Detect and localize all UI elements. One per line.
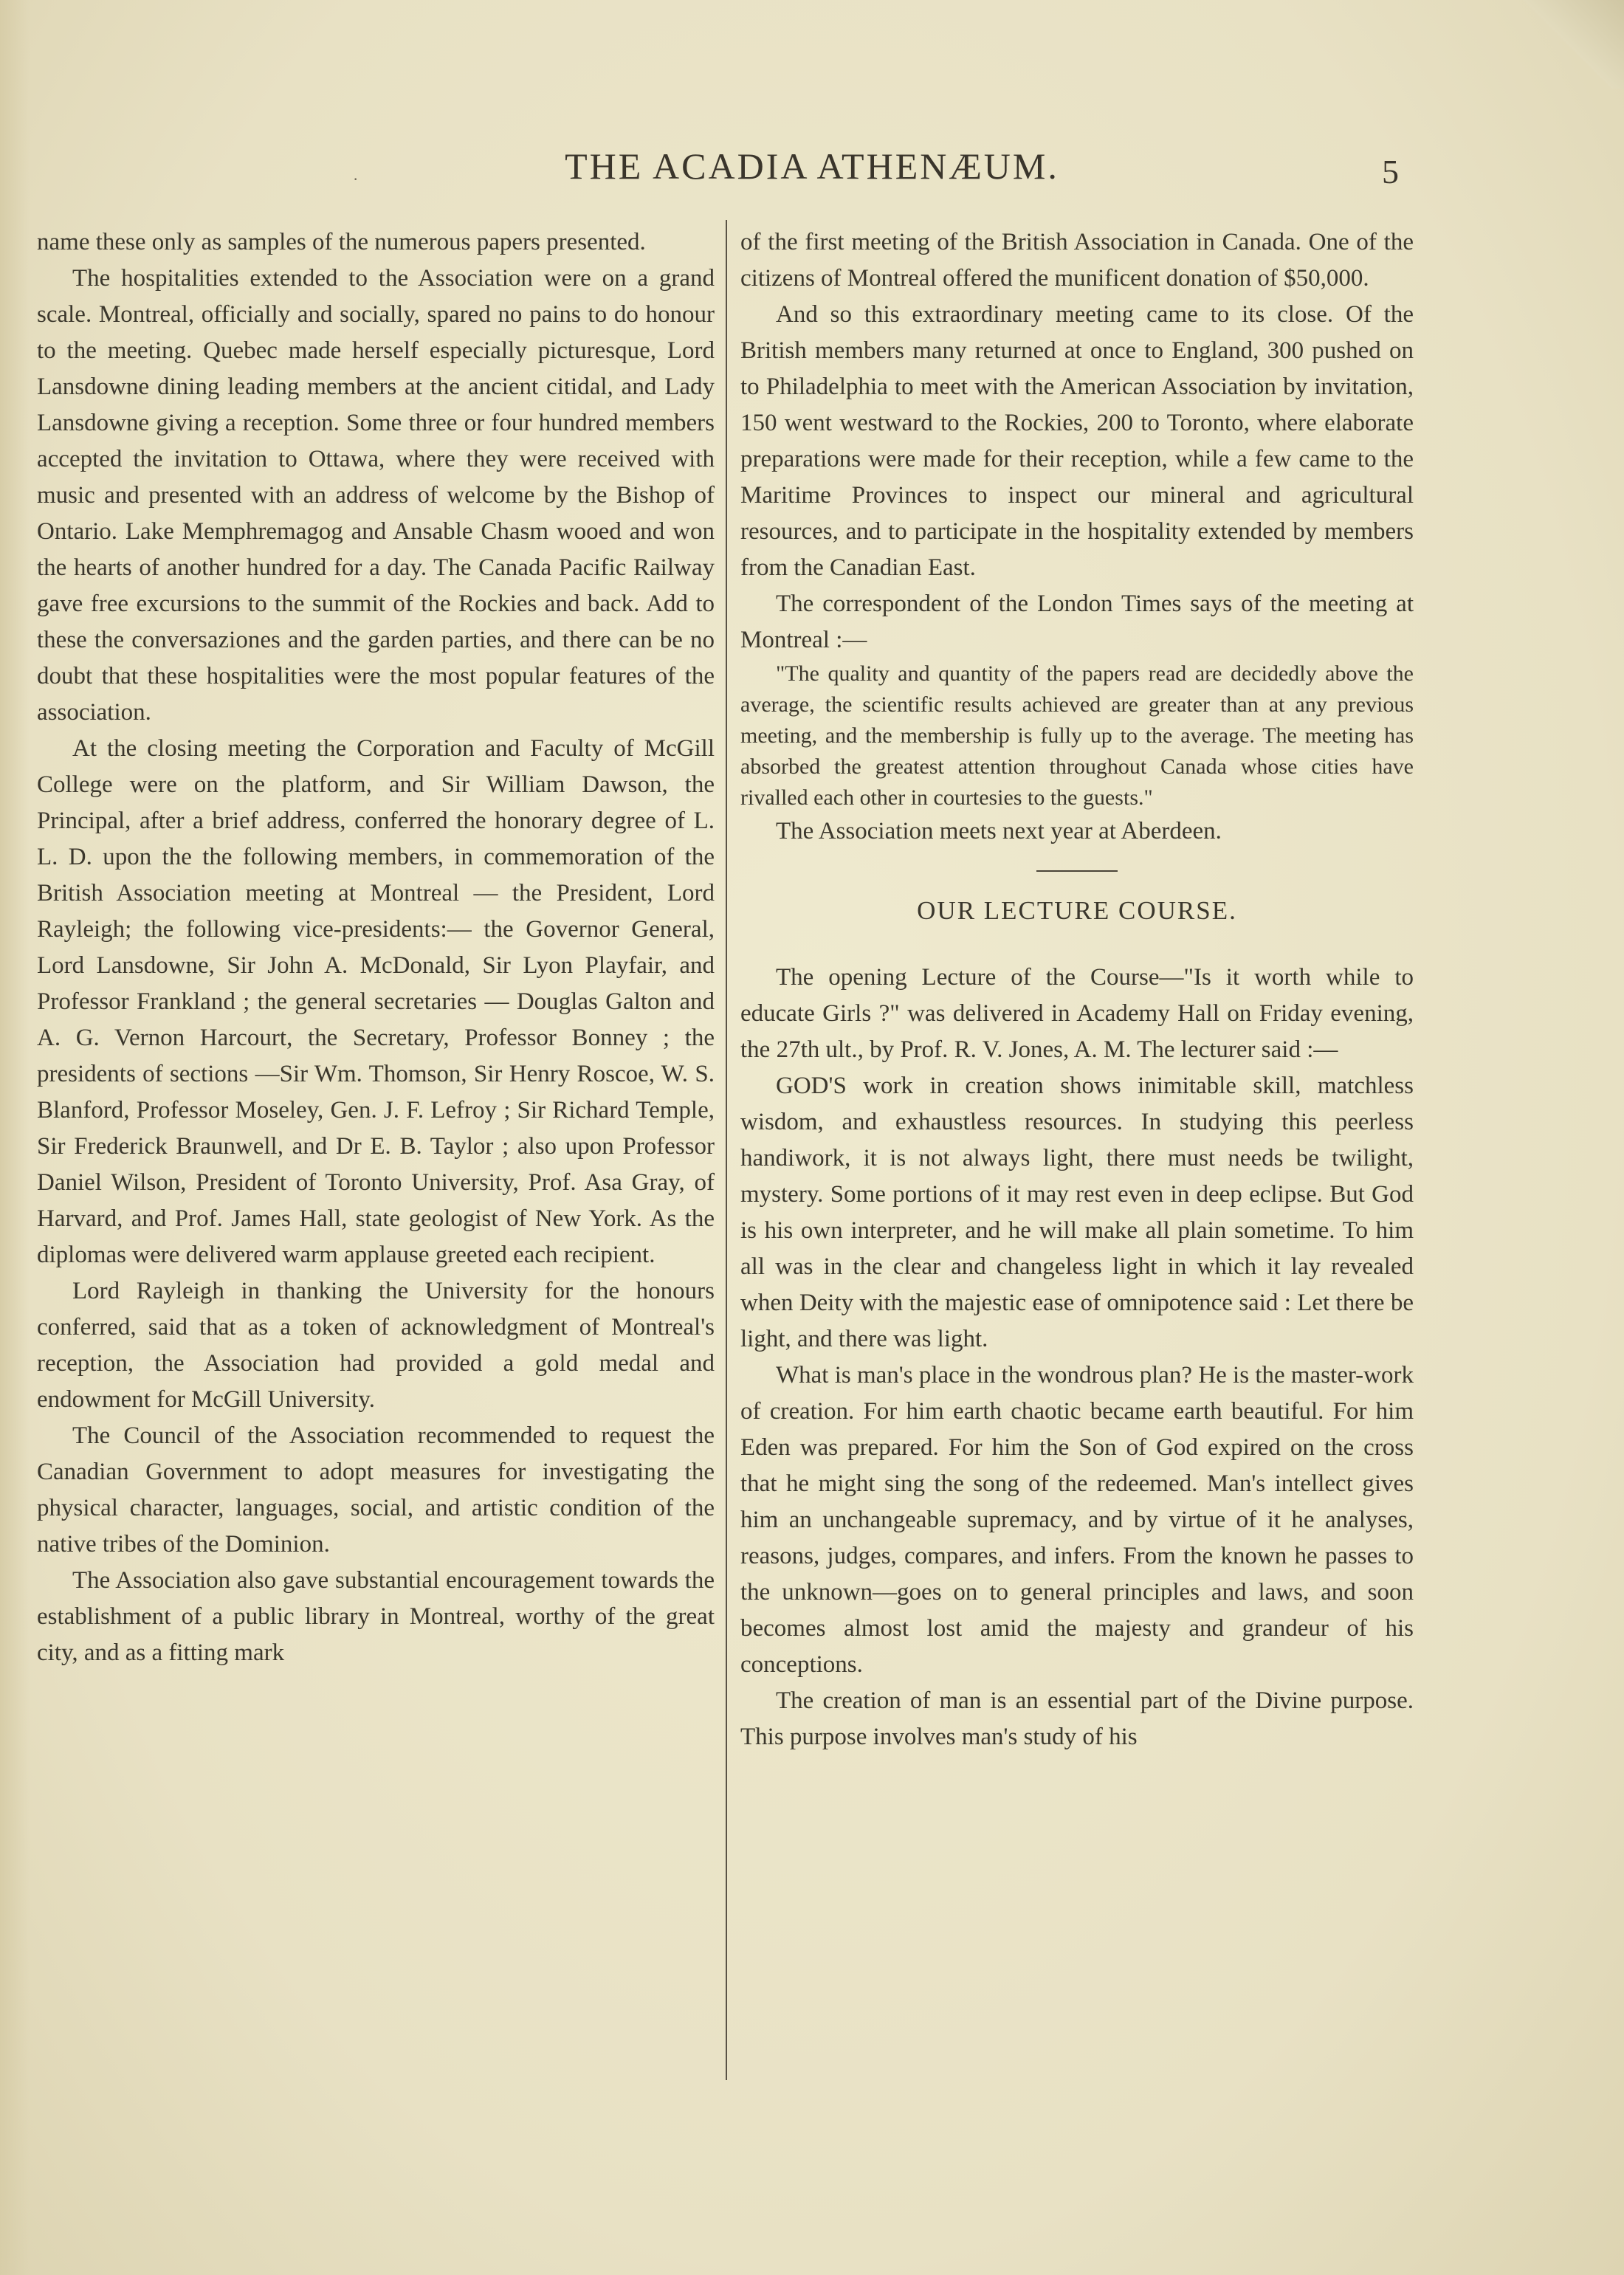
section-rule: [1036, 870, 1118, 872]
column-divider: [726, 220, 727, 2080]
right-column: [740, 224, 1414, 1755]
paragraph: GOD'S work in creation shows inimitable skill, matchless wisdom, and exhaustless resources. In studying this peerless handiwork, it is not always light, there must needs be twilight, mystery. Some portions of it may rest even in deep eclipse. But God is his own interpreter, and he will make all plain sometime. To him all was in the clear and changeless light in which it lay revealed when Deity with the majestic ease of omnipotence said : Let there be light, and there was light.: [740, 1073, 1414, 1352]
page-number: 5: [1382, 153, 1399, 190]
paragraph: name these only as samples of the numerous papers presented.: [37, 229, 646, 255]
header-dot: ·: [353, 170, 359, 188]
section-title: OUR LECTURE COURSE.: [917, 896, 1237, 925]
publication-title: THE ACADIA ATHENÆUM.: [565, 145, 1059, 187]
paragraph: The opening Lecture of the Course—"Is it worth while to educate Girls ?" was delivered in Academy Hall on Friday evening, the 27th ult., by Prof. R. V. Jones, A. M. The lecturer said :—: [740, 964, 1414, 1063]
paragraph: At the closing meeting the Corporation and Faculty of McGill College were on the platform, and Sir William Dawson, the Principal, after a brief address, conferred the honorary degree of L. L. D. upon the the following members, in commemoration of the British Association meeting at Montreal — the President, Lord Rayleigh; the following vice-presidents:— the Governor General, Lord Lansdowne, Sir John A. McDonald, Sir Lyon Playfair, and Professor Frankland ; the general secretaries — Douglas Galton and A. G. Vernon Harcourt, the Secretary, Professor Bonney ; the presidents of sections —Sir Wm. Thomson, Sir Henry Roscoe, W. S. Blanford, Professor Moseley, Gen. J. F. Lefroy ; Sir Richard Temple, Sir Frederick Braunwell, and Dr E. B. Taylor ; also upon Professor Daniel Wilson, President of Toronto University, Prof. Asa Gray, of Harvard, and Prof. James Hall, state geologist of New York. As the diplomas were delivered warm applause greeted each recipient.: [37, 735, 715, 1268]
paragraph: The correspondent of the London Times says of the meeting at Montreal :—: [740, 591, 1414, 653]
paragraph: of the first meeting of the British Association in Canada. One of the citizens of Montreal offered the munificent donation of $50,000.: [740, 229, 1414, 292]
paragraph: What is man's place in the wondrous plan? He is the master-work of creation. For him earth chaotic became earth beautiful. For him Eden was prepared. For him the Son of God expired on the cross that he might sing the song of the redeemed. Man's intellect gives him an unchangeable supremacy, and by virtue of it he analyses, reasons, judges, compares, and infers. From the known he passes to the unknown—goes on to general principles and laws, and soon becomes almost lost amid the majesty and grandeur of his conceptions.: [740, 1362, 1414, 1678]
page-header: [0, 145, 1624, 204]
paragraph: Lord Rayleigh in thanking the University for the honours conferred, said that as a token of acknowledgment of Montreal's reception, the Association had provided a gold medal and endowment for McGill University.: [37, 1278, 715, 1413]
times-quote: "The quality and quantity of the papers read are decidedly above the average, the scientific results achieved are greater than at any previous meeting, and the membership is fully up to the average. The meeting has absorbed the greatest attention throughout Canada whose cities have rivalled each other in courtesies to the guests.": [740, 661, 1414, 810]
folded-corner: [1491, 0, 1624, 89]
paragraph: And so this extraordinary meeting came to its close. Of the British members many returned at once to England, 300 pushed on to Philadelphia to meet with the American Association by invitation, 150 went westward to the Rockies, 200 to Toronto, where elaborate preparations were made for their reception, while a few came to the Maritime Provinces to inspect our mineral and agricultural resources, and to participate in the hospitality extended by members from the Canadian East.: [740, 301, 1414, 581]
page-edge-shadow: [0, 0, 30, 2275]
paragraph: The Council of the Association recommended to request the Canadian Government to adopt measures for investigating the physical character, languages, social, and artistic condition of the native tribes of the Dominion.: [37, 1422, 715, 1558]
left-column: [37, 224, 715, 1671]
paragraph: The hospitalities extended to the Association were on a grand scale. Montreal, officially and socially, spared no pains to do honour to the meeting. Quebec made herself especially picturesque, Lord Lansdowne dining leading members at the ancient citidal, and Lady Lansdowne giving a reception. Some three or four hundred members accepted the invitation to Ottawa, where they were received with music and presented with an address of welcome by the Bishop of Ontario. Lake Memphremagog and Ansable Chasm wooed and won the hearts of another hundred for a day. The Canada Pacific Railway gave free excursions to the summit of the Rockies and back. Add to these the conversaziones and the garden parties, and there can be no doubt that these hospitalities were the most popular features of the association.: [37, 265, 715, 726]
closing-line: The Association meets next year at Aberdeen.: [776, 818, 1222, 844]
paragraph: The Association also gave substantial encouragement towards the establishment of a public library in Montreal, worthy of the great city, and as a fitting mark: [37, 1567, 715, 1666]
paragraph: The creation of man is an essential part of the Divine purpose. This purpose involves man's study of his: [740, 1687, 1414, 1750]
